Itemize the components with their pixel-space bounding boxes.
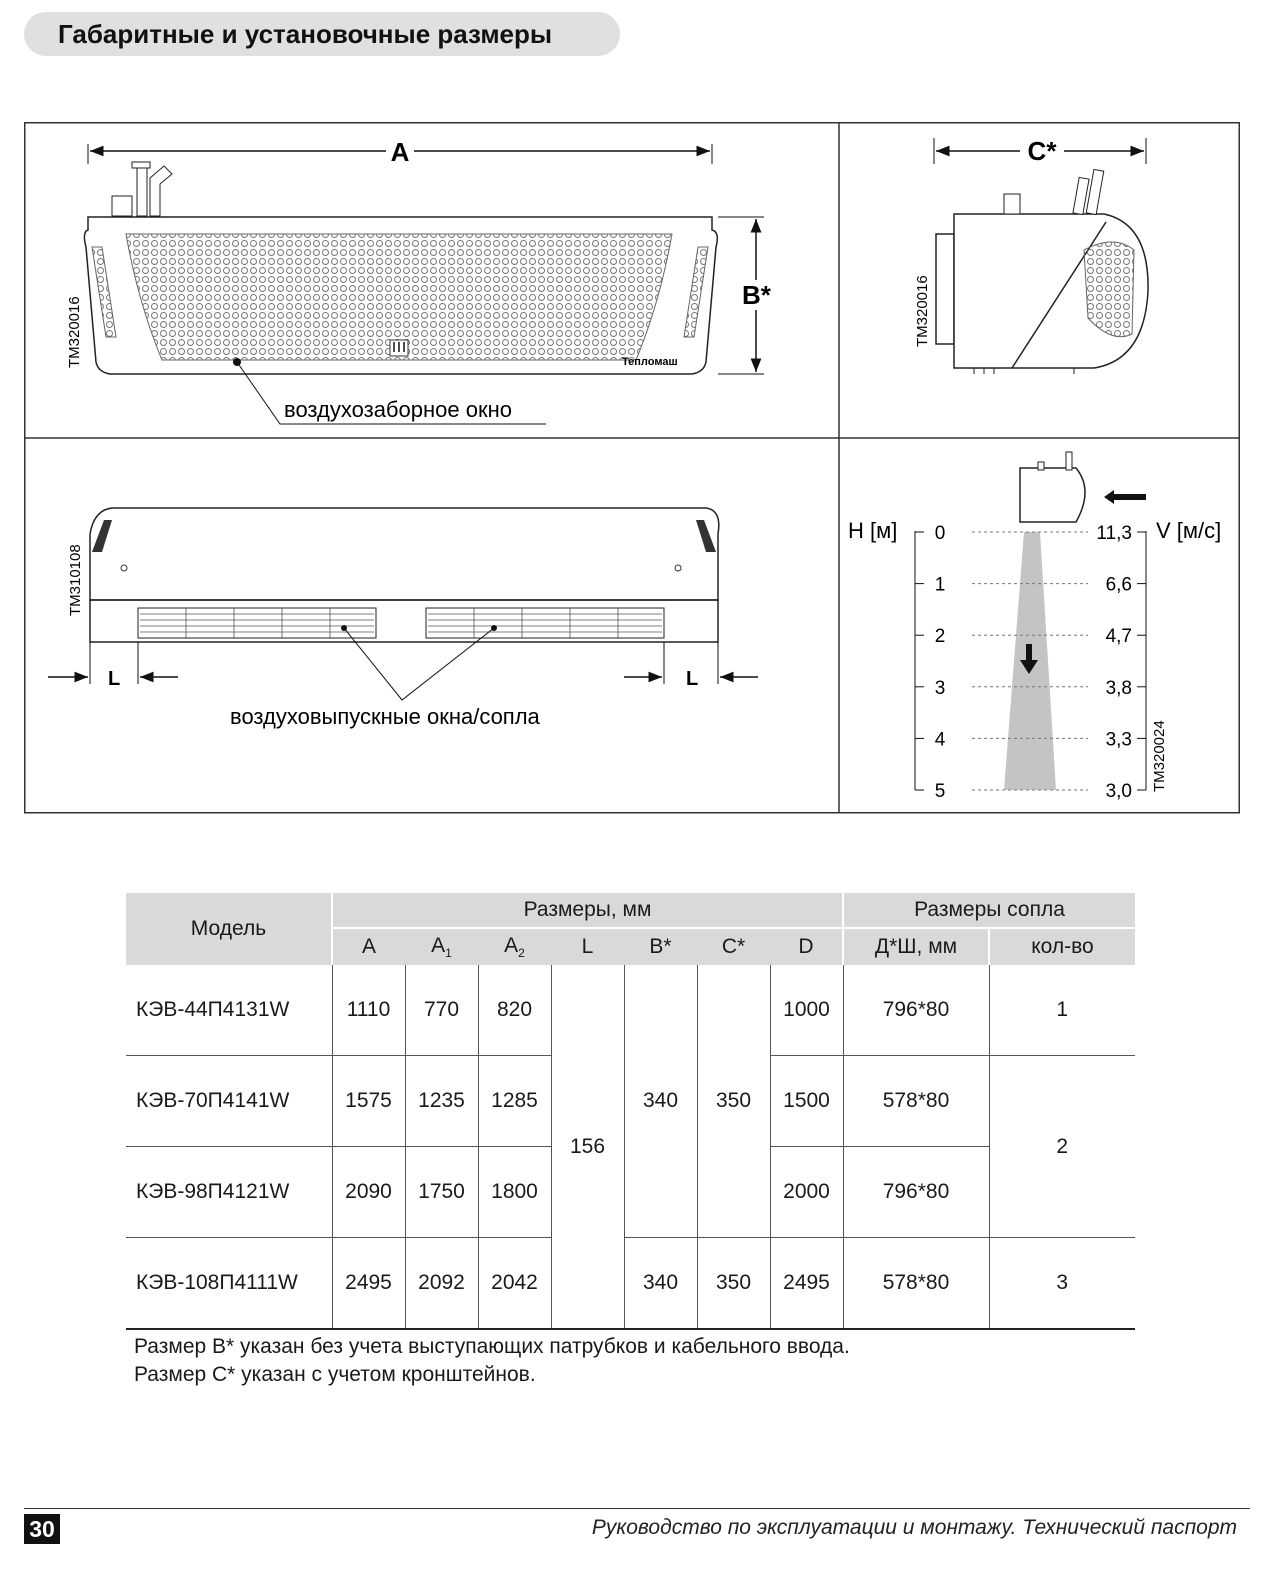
note-line: Размер С* указан с учетом кронштейнов.: [134, 1363, 536, 1386]
chart-h-value: 0: [934, 523, 946, 544]
chart-v-value: 3,8: [1105, 677, 1132, 699]
table-row: [126, 965, 1135, 1056]
cell-model: КЭВ-98П4121W: [126, 1147, 332, 1238]
chart-h-label: H [м]: [848, 518, 898, 543]
chart-h-value: 1: [934, 574, 946, 596]
header-nozzle: Размеры сопла: [843, 893, 1135, 928]
col-a2: $A_2$: [478, 928, 551, 965]
page-title: Габаритные и установочные размеры: [58, 19, 553, 49]
footer-title: Руководство по эксплуатации и монтажу. Технический паспорт: [591, 1516, 1237, 1539]
col-a1: $A_1$: [405, 928, 478, 965]
chart-h-value: 2: [934, 626, 946, 648]
front-view: [66, 137, 772, 424]
specs-table: [126, 893, 1135, 1330]
cell-a: 2495: [332, 1238, 405, 1330]
cell-a1: 770: [405, 965, 478, 1056]
front-view-brand: Тепломаш: [622, 356, 678, 368]
cell-d: 2495: [770, 1238, 843, 1330]
cell-model: КЭВ-70П4141W: [126, 1056, 332, 1147]
page-number: 30: [24, 1514, 60, 1544]
col-l: L: [551, 928, 624, 965]
cell-b: 340: [624, 1238, 697, 1330]
chart-code: TM320024: [1151, 720, 1168, 792]
chart-v-label: V [м/с]: [1156, 518, 1222, 543]
front-view-code: TM320016: [66, 296, 83, 368]
cell-d: 1500: [770, 1056, 843, 1147]
dimension-l-right: L: [686, 668, 699, 690]
col-a: A: [332, 928, 405, 965]
cell-a1: 1750: [405, 1147, 478, 1238]
footer-divider: [24, 1508, 1250, 1509]
dimension-l-left: L: [108, 668, 121, 690]
velocity-chart: [848, 452, 1221, 802]
chart-v-value: 3,3: [1105, 729, 1132, 751]
side-view: [914, 136, 1148, 374]
cell-l-merged: 156: [551, 965, 624, 1329]
table-row: [126, 1238, 1135, 1330]
chart-v-value: 11,3: [1096, 523, 1132, 544]
chart-h-value: 4: [934, 729, 946, 751]
side-view-code: TM320016: [914, 275, 931, 347]
note-line: Размер B* указан без учета выступающих патрубков и кабельного ввода.: [134, 1335, 850, 1358]
cell-b-merged: 340: [624, 965, 697, 1238]
col-d: D: [770, 928, 843, 965]
header-dimensions: Размеры, мм: [332, 893, 843, 928]
col-nozzle-size: Д*Ш, мм: [843, 928, 989, 965]
bottom-view-callout: воздуховыпускные окна/сопла: [230, 704, 540, 729]
cell-a2: 820: [478, 965, 551, 1056]
cell-d: 1000: [770, 965, 843, 1056]
cell-c-merged: 350: [697, 965, 770, 1238]
cell-nozzle-qty-merged: 2: [989, 1056, 1135, 1238]
cell-nozzle-size: 578*80: [843, 1238, 989, 1330]
dimension-a-label: A: [390, 137, 410, 167]
cell-model: КЭВ-108П4111W: [126, 1238, 332, 1330]
col-nozzle-qty: кол-во: [989, 928, 1135, 965]
dimension-diagram: [24, 122, 1240, 814]
cell-a2: 1800: [478, 1147, 551, 1238]
cell-a2: 1285: [478, 1056, 551, 1147]
chart-v-value: 3,0: [1105, 781, 1132, 802]
cell-c: 350: [697, 1238, 770, 1330]
cell-nozzle-size: 796*80: [843, 1147, 989, 1238]
cell-a2: 2042: [478, 1238, 551, 1330]
dimension-b-label: B*: [742, 280, 771, 310]
chart-h-value: 5: [934, 781, 946, 802]
bottom-view: [48, 508, 758, 729]
col-c: C*: [697, 928, 770, 965]
front-view-callout: воздухозаборное окно: [284, 397, 512, 422]
cell-a1: 2092: [405, 1238, 478, 1330]
cell-d: 2000: [770, 1147, 843, 1238]
cell-a: 2090: [332, 1147, 405, 1238]
cell-nozzle-qty: 3: [989, 1238, 1135, 1330]
col-b: B*: [624, 928, 697, 965]
table-notes: [134, 1333, 850, 1389]
dimension-c-label: C*: [1027, 136, 1057, 166]
cell-a: 1575: [332, 1056, 405, 1147]
cell-nozzle-qty: 1: [989, 965, 1135, 1056]
bottom-view-code: TM310108: [67, 544, 84, 616]
cell-a1: 1235: [405, 1056, 478, 1147]
header-model: Модель: [126, 893, 332, 965]
chart-h-value: 3: [934, 677, 946, 699]
cell-a: 1110: [332, 965, 405, 1056]
cell-nozzle-size: 796*80: [843, 965, 989, 1056]
cell-model: КЭВ-44П4131W: [136, 998, 290, 1021]
cell-nozzle-size: 578*80: [843, 1056, 989, 1147]
chart-v-value: 4,7: [1105, 626, 1132, 648]
chart-v-value: 6,6: [1105, 574, 1132, 596]
